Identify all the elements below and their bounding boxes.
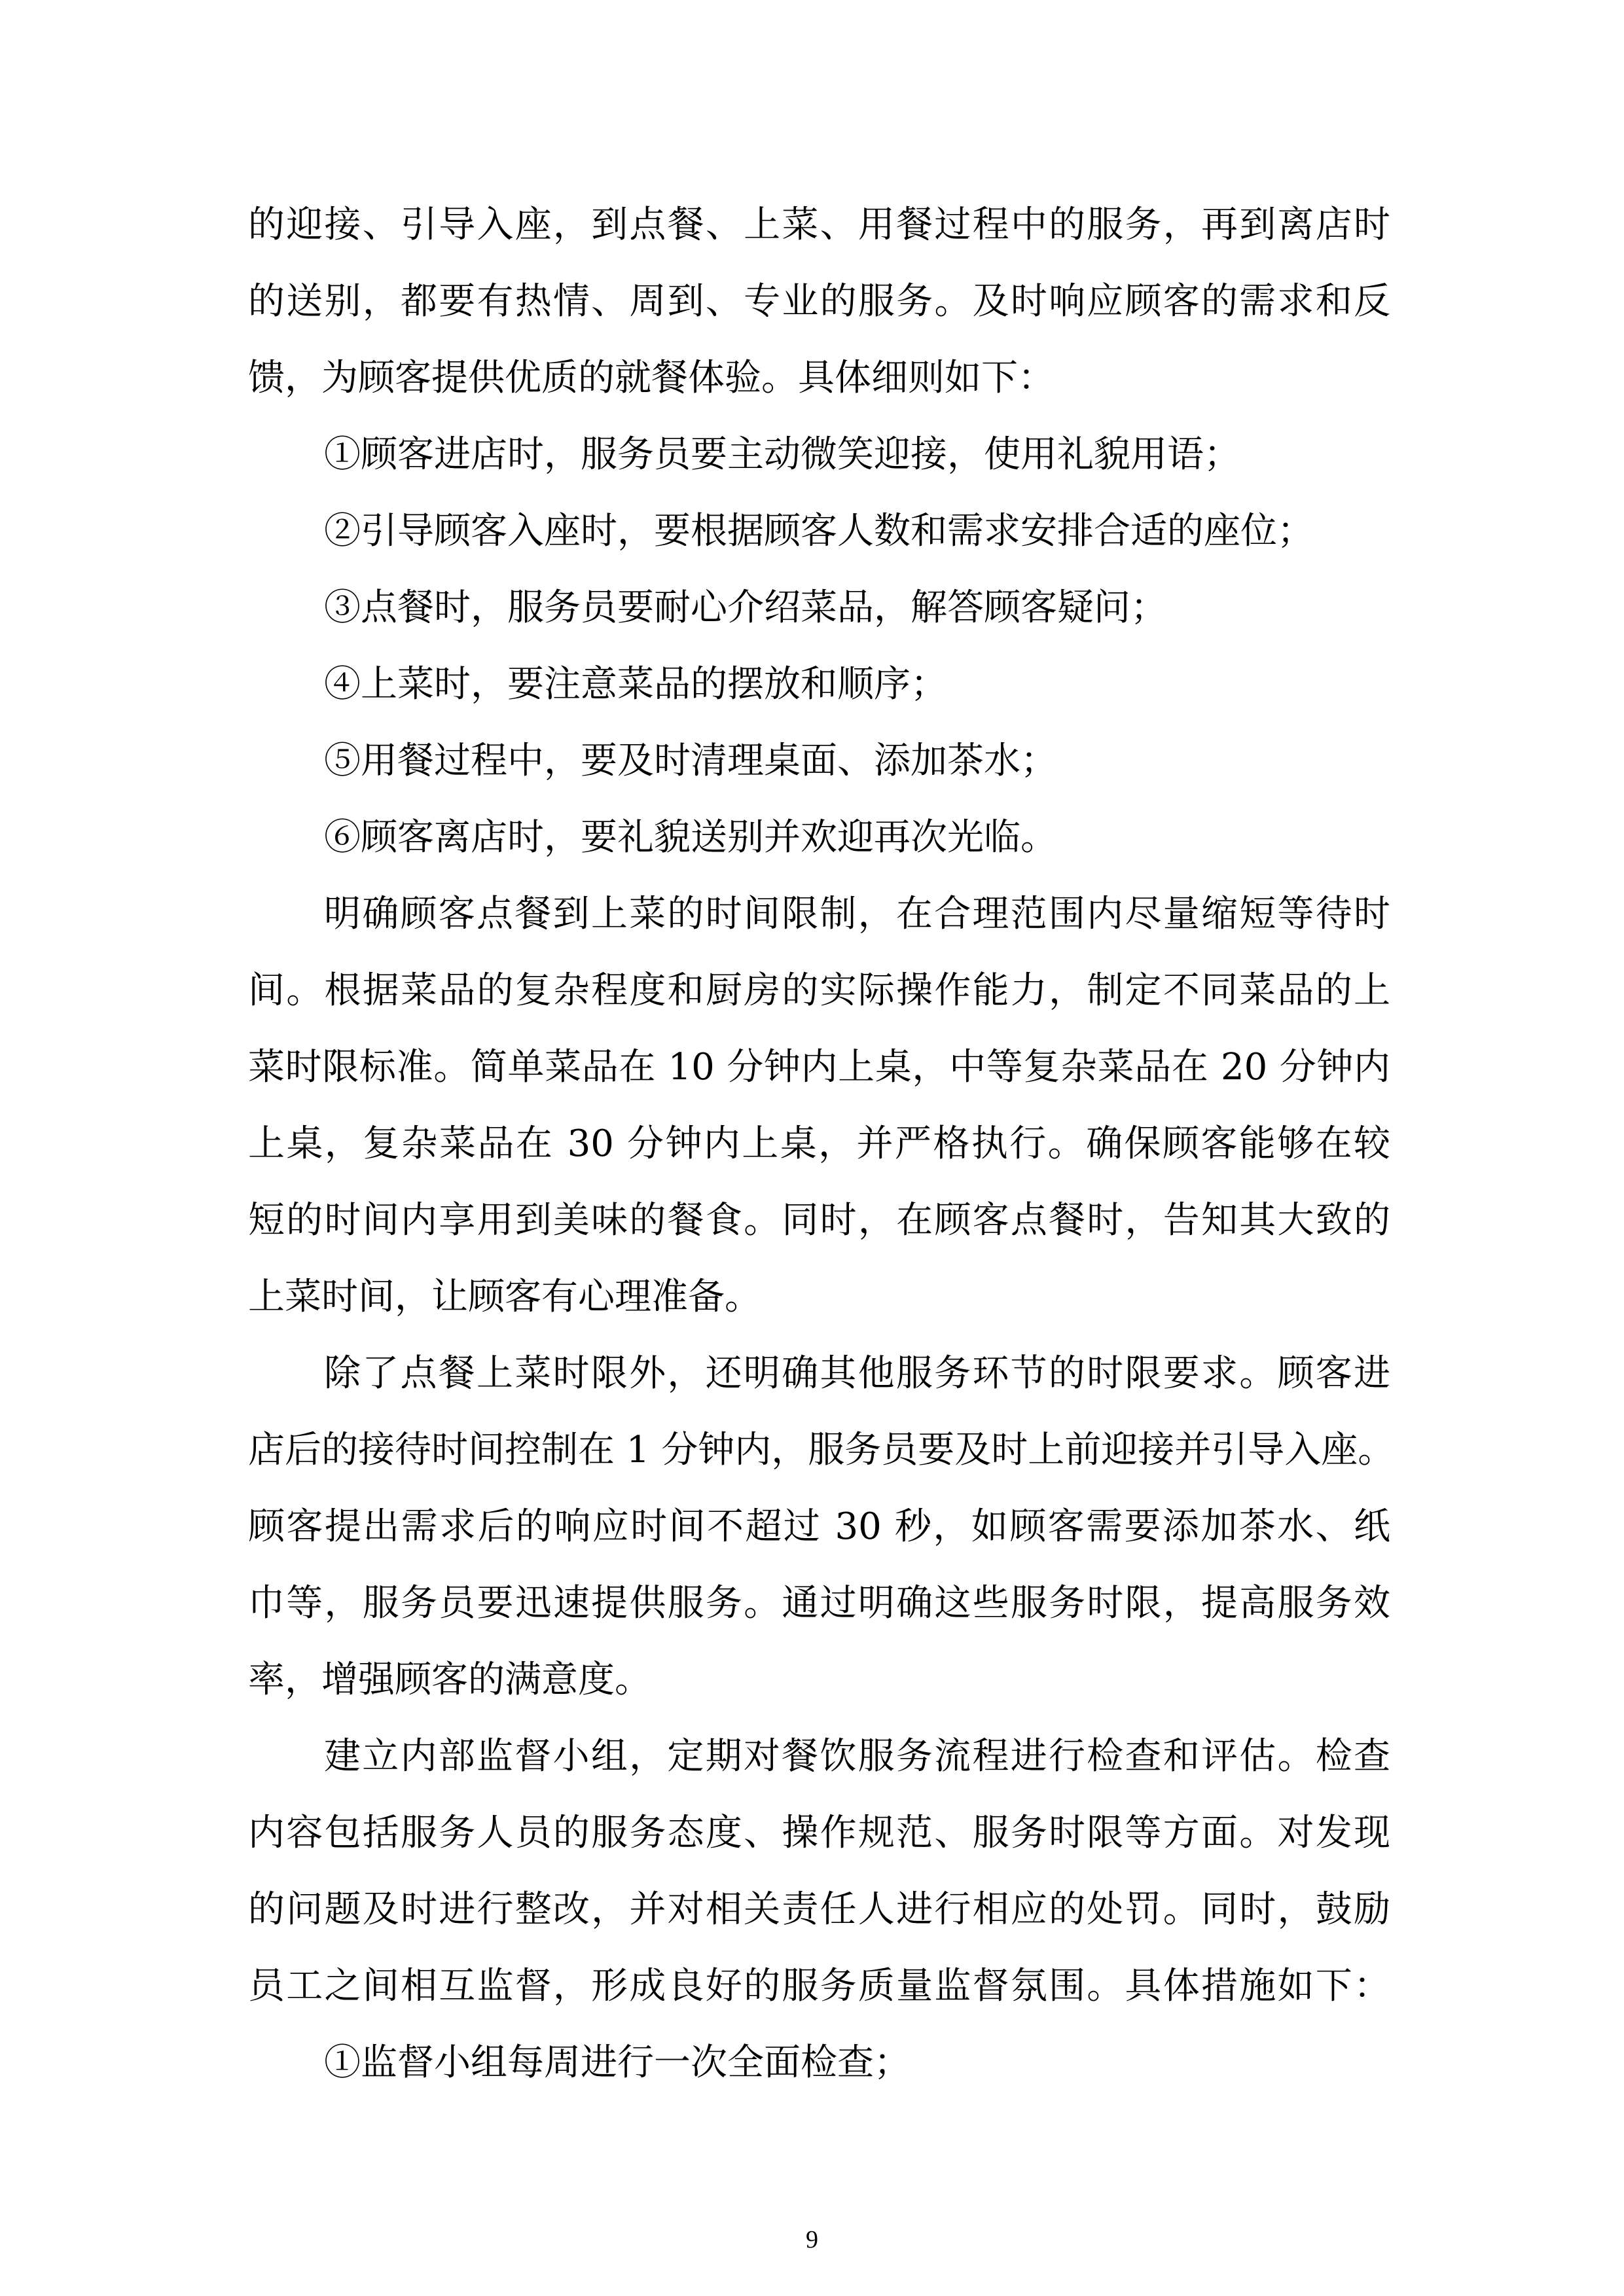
paragraph-line: 内容包括服务人员的服务态度、操作规范、服务时限等方面。对发现	[248, 1812, 1390, 1854]
list-item: ④上菜时，要注意菜品的摆放和顺序；	[324, 663, 947, 706]
paragraph-line: 间。根据菜品的复杂程度和厨房的实际操作能力，制定不同菜品的上	[248, 969, 1390, 1012]
paragraph-line: 建立内部监督小组，定期对餐饮服务流程进行检查和评估。检查	[324, 1735, 1390, 1778]
paragraph-line: 除了点餐上菜时限外，还明确其他服务环节的时限要求。顾客进	[324, 1352, 1390, 1395]
paragraph-line: 上菜时间，让顾客有心理准备。	[248, 1276, 761, 1318]
page-number: 9	[806, 2226, 818, 2253]
paragraph-line: 的迎接、引导入座，到点餐、上菜、用餐过程中的服务，再到离店时	[248, 204, 1390, 246]
list-item: ①顾客进店时，服务员要主动微笑迎接，使用礼貌用语；	[324, 433, 1240, 476]
list-item: ⑥顾客离店时，要礼貌送别并欢迎再次光临。	[324, 816, 1057, 859]
paragraph-line: 上桌，复杂菜品在 30 分钟内上桌，并严格执行。确保顾客能够在较	[248, 1122, 1390, 1165]
list-item: ③点餐时，服务员要耐心介绍菜品，解答顾客疑问；	[324, 586, 1167, 629]
list-item: ①监督小组每周进行一次全面检查；	[324, 2041, 911, 2084]
paragraph-line: 的送别，都要有热情、周到、专业的服务。及时响应顾客的需求和反	[248, 280, 1390, 323]
paragraph-line: 率，增强顾客的满意度。	[248, 1659, 651, 1701]
paragraph-line: 菜时限标准。简单菜品在 10 分钟内上桌，中等复杂菜品在 20 分钟内	[248, 1046, 1390, 1088]
paragraph-line: 短的时间内享用到美味的餐食。同时，在顾客点餐时，告知其大致的	[248, 1199, 1390, 1242]
paragraph-line: 店后的接待时间控制在 1 分钟内，服务员要及时上前迎接并引导入座。	[248, 1429, 1395, 1471]
paragraph-line: 员工之间相互监督，形成良好的服务质量监督氛围。具体措施如下：	[248, 1965, 1390, 2007]
paragraph-line: 巾等，服务员要迅速提供服务。通过明确这些服务时限，提高服务效	[248, 1582, 1390, 1624]
paragraph-line: 的问题及时进行整改，并对相关责任人进行相应的处罚。同时，鼓励	[248, 1888, 1390, 1931]
document-body	[248, 187, 1395, 2101]
list-item: ②引导顾客入座时，要根据顾客人数和需求安排合适的座位；	[324, 510, 1314, 552]
paragraph-line: 馈，为顾客提供优质的就餐体验。具体细则如下：	[248, 357, 1055, 399]
paragraph-line: 顾客提出需求后的响应时间不超过 30 秒，如顾客需要添加茶水、纸	[248, 1505, 1390, 1548]
paragraph-line: 明确顾客点餐到上菜的时间限制，在合理范围内尽量缩短等待时	[324, 893, 1390, 935]
list-item: ⑤用餐过程中，要及时清理桌面、添加茶水；	[324, 740, 1057, 782]
